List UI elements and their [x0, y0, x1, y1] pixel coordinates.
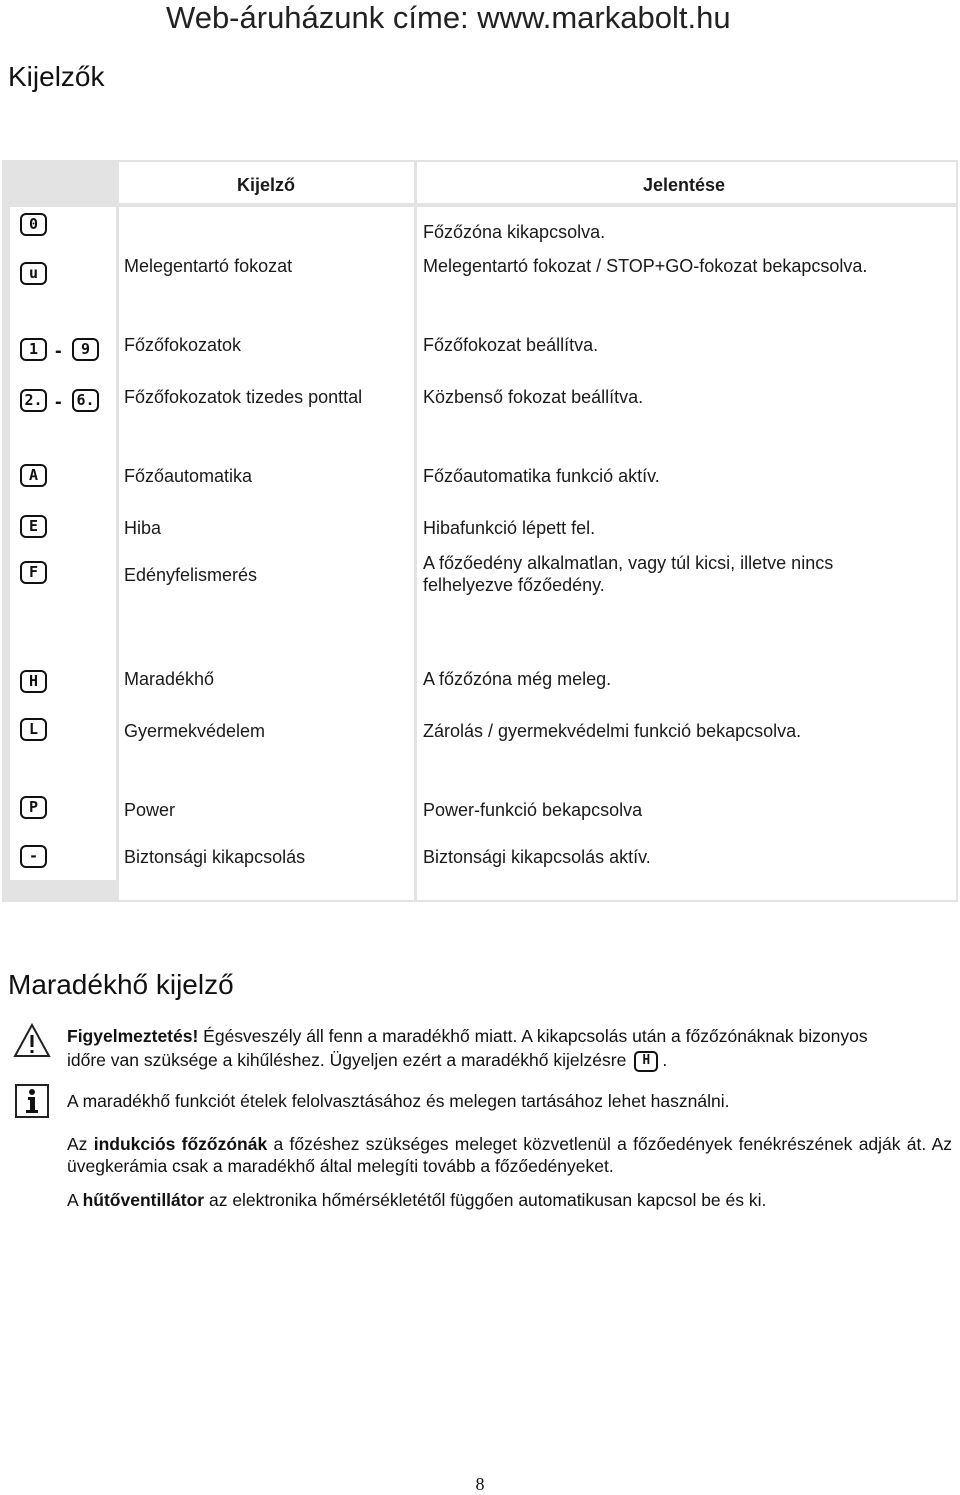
display-symbol-0: 0 — [20, 213, 47, 236]
display-symbol-f: F — [20, 561, 47, 584]
meaning-text: Főzőautomatika funkció aktív. — [423, 466, 660, 486]
meaning-text: A főzőedény alkalmatlan, vagy túl kicsi, illetve nincs felhelyezve főzőedény. — [423, 553, 834, 595]
name-column — [119, 207, 414, 900]
meaning-text: Hibafunkció lépett fel. — [423, 518, 596, 538]
induction-text-a: Az — [67, 1134, 94, 1154]
meaning-text: Főzőfokozat beállítva. — [423, 335, 599, 355]
display-symbol-dash: - — [20, 845, 47, 868]
header-meaning: Jelentése — [643, 175, 726, 195]
page-title: Kijelzők — [8, 61, 105, 92]
warning-end: . — [662, 1050, 668, 1070]
section-title: Maradékhő kijelző — [8, 969, 234, 1000]
warning-line2: időre van szüksége a kihűléshez. Ügyeljen ezért a maradékhő kijelzésre — [67, 1050, 627, 1070]
display-name: Biztonsági kikapcsolás — [124, 847, 306, 867]
meaning-text: Power-funkció bekapcsolva — [423, 800, 643, 820]
range-dash: - — [55, 391, 62, 413]
fan-text-bold: hűtőventillátor — [82, 1190, 205, 1210]
display-symbol-p: P — [20, 796, 47, 819]
display-name: Gyermekvédelem — [124, 721, 266, 741]
warning-label: Figyelmeztetés! — [67, 1026, 199, 1046]
warning-triangle-icon — [12, 1022, 52, 1060]
meaning-text: Zárolás / gyermekvédelmi funkció bekapcsolva. — [423, 721, 802, 741]
residual-heat-symbol: H — [634, 1051, 658, 1072]
display-name: Edényfelismerés — [124, 565, 258, 585]
meaning-text: Főzőzóna kikapcsolva. — [423, 222, 606, 242]
meaning-text: Biztonsági kikapcsolás aktív. — [423, 847, 651, 867]
display-symbol-a: A — [20, 464, 47, 487]
site-address: Web-áruházunk címe: www.markabolt.hu — [166, 0, 731, 35]
info-icon — [14, 1083, 50, 1119]
meaning-text: A főzőzóna még meleg. — [423, 669, 612, 689]
header-cell-meaning — [417, 162, 956, 203]
display-name: Maradékhő — [124, 669, 215, 689]
page-number: 8 — [475, 1474, 485, 1494]
warning-line1: Égésveszély áll fenn a maradékhő miatt. A kikapcsolás után a főzőzónáknak bizonyos — [198, 1026, 868, 1046]
display-symbol-1: 1 — [20, 338, 47, 361]
display-symbol-e: E — [20, 515, 47, 538]
display-symbol-9: 9 — [72, 338, 99, 361]
header-cell-display — [119, 162, 414, 203]
fan-text-c: az elektronika hőmérsékletétől függően automatikusan kapcsol be és ki. — [204, 1190, 767, 1210]
induction-text-c: a főzéshez szükséges meleget közvetlenül a főzőedények fenékrészének adják át. Az üvegkerámia csak a maradékhő által melegíti tovább a főzőedényeket. — [67, 1134, 952, 1176]
fan-text-a: A — [67, 1190, 83, 1210]
fan-paragraph — [67, 1189, 766, 1211]
display-name: Power — [124, 800, 176, 820]
info-paragraph: A maradékhő funkciót ételek felolvasztásához és melegen tartásához lehet használni. — [67, 1091, 730, 1111]
display-symbol-l: L — [20, 718, 47, 741]
display-name: Főzőfokozatok tizedes ponttal — [124, 387, 363, 407]
warning-paragraph — [67, 1025, 957, 1072]
meaning-text: Közbenső fokozat beállítva. — [423, 387, 644, 407]
display-name: Hiba — [124, 518, 162, 538]
display-name: Főzőfokozatok — [124, 335, 242, 355]
header-display: Kijelző — [237, 175, 296, 195]
display-symbol-h: H — [20, 670, 47, 693]
display-symbol-6-dot: 6. — [72, 389, 99, 412]
display-name: Főzőautomatika — [124, 466, 253, 486]
range-dash: - — [55, 340, 62, 362]
display-symbol-2-dot: 2. — [20, 389, 47, 412]
display-symbol-u: u — [20, 262, 47, 285]
symbol-column — [10, 207, 116, 880]
meaning-text: Melegentartó fokozat / STOP+GO-fokozat bekapcsolva. — [423, 256, 868, 276]
induction-text-bold: indukciós főzőzónák — [93, 1134, 268, 1154]
display-name: Melegentartó fokozat — [124, 256, 293, 276]
induction-paragraph — [67, 1133, 952, 1177]
